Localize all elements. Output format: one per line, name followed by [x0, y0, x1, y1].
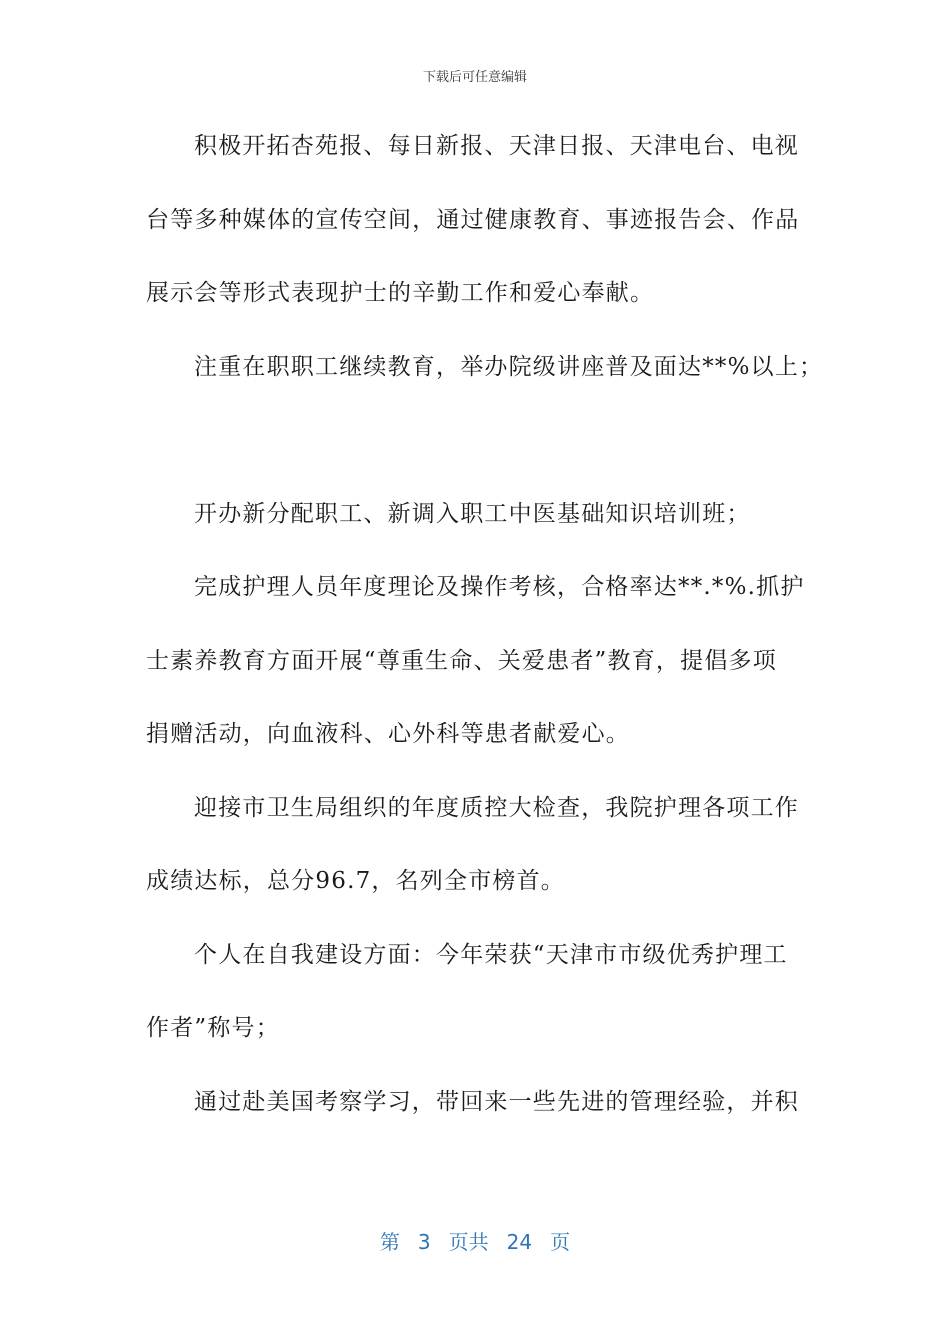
footer-suffix: 页	[550, 1230, 571, 1254]
paragraph-line: 开办新分配职工、新调入职工中医基础知识培训班；	[194, 500, 751, 527]
page-footer	[0, 1226, 950, 1255]
paragraph-line: 迎接市卫生局组织的年度质控大检查，我院护理各项工作	[194, 794, 799, 821]
paragraph-line: 通过赴美国考察学习，带回来一些先进的管理经验，并积	[194, 1088, 799, 1115]
paragraph-line: 士素养教育方面开展“尊重生命、关爱患者”教育，提倡多项	[146, 647, 777, 674]
paragraph-line: 个人在自我建设方面：今年荣获“天津市市级优秀护理工	[194, 941, 788, 968]
paragraph-line: 积极开拓杏苑报、每日新报、天津日报、天津电台、电视	[194, 133, 799, 159]
paragraph-line: 成绩达标，总分96.7，名列全市榜首。	[146, 868, 566, 894]
footer-middle: 页共	[448, 1230, 489, 1254]
page-header: 下载后可任意编辑	[422, 70, 527, 85]
paragraph-line: 完成护理人员年度理论及操作考核，合格率达**.*%.抓护	[194, 574, 805, 600]
blank-gap	[146, 414, 796, 488]
paragraph-line: 展示会等形式表现护士的辛勤工作和爱心奉献。	[146, 280, 655, 306]
footer-prefix: 第	[379, 1230, 400, 1254]
paragraph-line: 捐赠活动，向血液科、心外科等患者献爱心。	[146, 721, 630, 747]
paragraph-line: 台等多种媒体的宣传空间，通过健康教育、事迹报告会、作品	[146, 206, 800, 233]
paragraph-line: 注重在职职工继续教育，举办院级讲座普及面达**%以上；	[194, 353, 824, 380]
current-page-number: 3	[417, 1230, 431, 1254]
document-body	[146, 120, 824, 1149]
total-page-count: 24	[506, 1230, 533, 1254]
paragraph-line: 作者”称号；	[146, 1015, 280, 1041]
